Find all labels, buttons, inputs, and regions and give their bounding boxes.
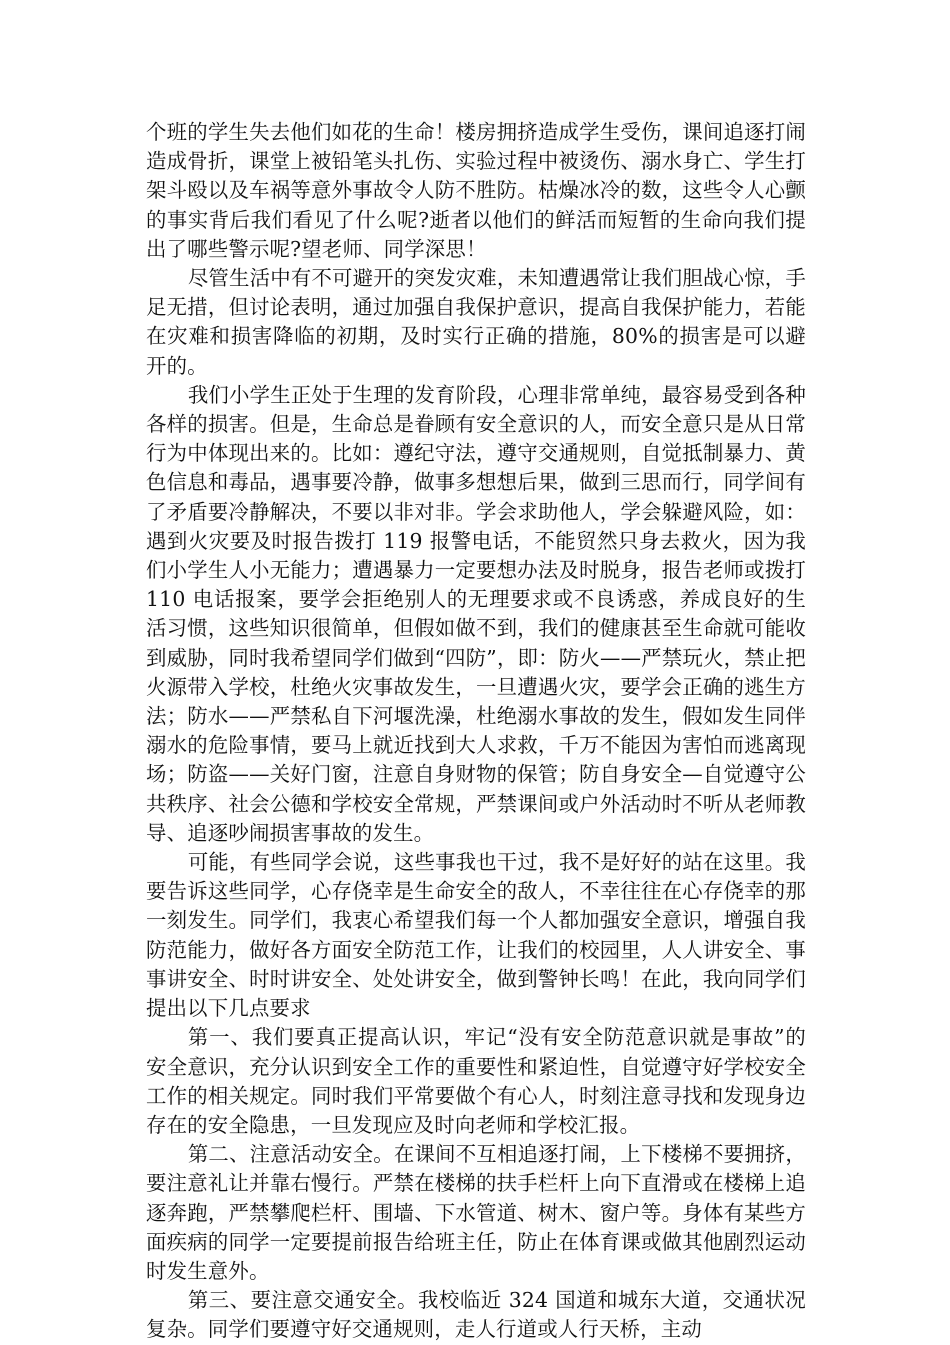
paragraph-safety-awareness: 我们小学生正处于生理的发育阶段，心理非常单纯，最容易受到各种各样的损害。但是，生命总是眷顾有安全意识的人，而安全意只是从日常行为中体现出来的。比如：遵纪守法，遵守交通规则，自觉抵制暴力、黄色信息和毒品，遇事要冷静，做事多想想后果，做到三思而行，同学间有了矛盾要冷静解决，不要以非对非。学会求助他人，学会躲避风险，如：遇到火灾要及时报告拨打 119 报警电话，不能贸然只身去救火，因为我们小学生人小无能力；遭遇暴力一定要想办法及时脱身，报告老师或拨打 110 电话报案，要学会拒绝别人的无理要求或不良诱惑，养成良好的生活习惯，这些知识很简单，但假如做不到，我们的健康甚至生命就可能收到威胁，同时我希望同学们做到“四防”，即：防火——严禁玩火，禁止把火源带入学校，杜绝火灾事故发生，一旦遭遇火灾，要学会正确的逃生方法；防水——严禁私自下河堰洗澡，杜绝溺水事故的发生，假如发生同伴溺水的危险事情，要马上就近找到大人求救，千万不能因为害怕而逃离现场；防盗——关好门窗，注意自身财物的保管；防自身安全—自觉遵守公共秩序、社会公德和学校安全常规，严禁课间或户外活动时不听从老师教导、追逐吵闹损害事故的发生。 (146, 382, 806, 845)
paragraph-luck-warning: 可能，有些同学会说，这些事我也干过，我不是好好的站在这里。我要告诉这些同学，心存侥幸是生命安全的敌人，不幸往往在心存侥幸的那一刻发生。同学们，我衷心希望我们每一个人都加强安全意识，增强自我防范能力，做好各方面安全防范工作，让我们的校园里，人人讲安全、事事讲安全、时时讲安全、处处讲安全，做到警钟长鸣！在此，我向同学们提出以下几点要求 (146, 850, 806, 1021)
document-page (146, 118, 806, 1345)
paragraph-requirement-two: 第二、注意活动安全。在课间不互相追逐打闹，上下楼梯不要拥挤，要注意礼让并靠右慢行。严禁在楼梯的扶手栏杆上向下直滑或在楼梯上追逐奔跑，严禁攀爬栏杆、围墙、下水管道、树木、窗户等。身体有某些方面疾病的同学一定要提前报告给班主任，防止在体育课或做其他剧烈运动时发生意外。 (146, 1142, 806, 1283)
paragraph-requirement-one: 第一、我们要真正提高认识，牢记“没有安全防范意识就是事故”的安全意识，充分认识到安全工作的重要性和紧迫性，自觉遵守好学校安全工作的相关规定。同时我们平常要做个有心人，时刻注意寻找和发现身边存在的安全隐患，一旦发现应及时向老师和学校汇报。 (146, 1025, 806, 1137)
paragraph-requirement-three: 第三、要注意交通安全。我校临近 324 国道和城东大道，交通状况复杂。同学们要遵守好交通规则，走人行道或人行天桥，主动 (146, 1288, 806, 1342)
paragraph-continuation: 个班的学生失去他们如花的生命！楼房拥挤造成学生受伤，课间追逐打闹造成骨折，课堂上被铅笔头扎伤、实验过程中被烫伤、溺水身亡、学生打架斗殴以及车祸等意外事故令人防不胜防。枯燥冰冷的数，这些令人心颤的事实背后我们看见了什么呢?逝者以他们的鲜活而短暂的生命向我们提出了哪些警示呢?望老师、同学深思！ (146, 120, 806, 261)
paragraph-disaster-prevention: 尽管生活中有不可避开的突发灾难，未知遭遇常让我们胆战心惊，手足无措，但讨论表明，通过加强自我保护意识，提高自我保护能力，若能在灾难和损害降临的初期，及时实行正确的措施，80%的损害是可以避开的。 (146, 266, 806, 378)
